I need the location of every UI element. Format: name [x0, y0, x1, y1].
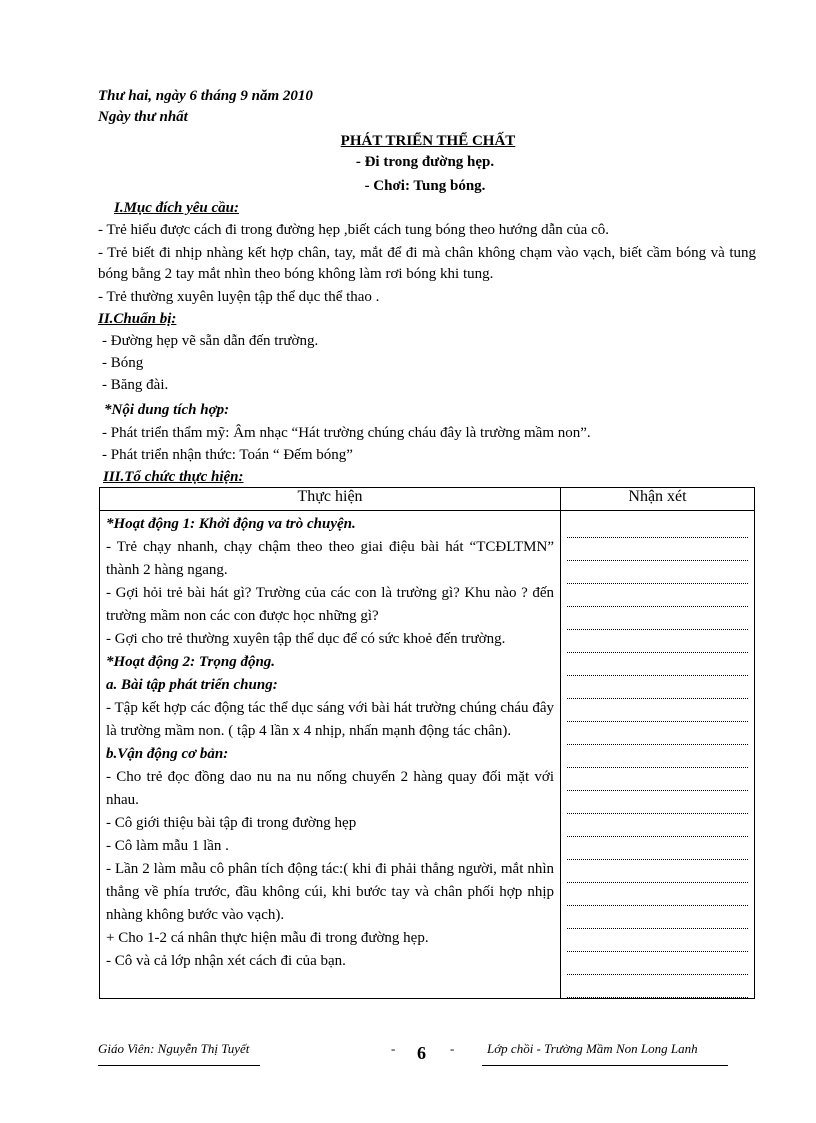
remark-line — [567, 584, 748, 607]
table-row — [100, 511, 755, 999]
activity-step: - Cho trẻ đọc đồng dao nu na nu nống chuyển 2 hàng quay đối mặt với nhau. — [106, 769, 554, 808]
remark-line — [567, 722, 748, 745]
integration-heading: *Nội dung tích hợp: — [104, 402, 230, 418]
objective-item: - Trẻ biết đi nhịp nhàng kết hợp chân, tay, mắt để đi mà chân không chạm vào vạch, biết cầm bóng và tung bóng bằng 2 tay mắt nhìn theo bóng không làm rơi bóng khi tung. — [98, 245, 756, 282]
remark-line — [567, 883, 748, 906]
activity-step: - Tập kết hợp các động tác thể dục sáng với bài hát trường chúng cháu đây là trường mầm non. ( tập 4 lần x 4 nhịp, nhấn mạnh động tác chân). — [106, 700, 554, 739]
remark-line — [567, 929, 748, 952]
column-header-implementation: Thực hiện — [100, 488, 561, 511]
footer-class-school: Lớp chồi - Trường Mầm Non Long Lanh — [487, 1041, 698, 1056]
day-label: Ngày thư nhất — [98, 109, 188, 125]
remark-line — [567, 607, 748, 630]
remark-line — [567, 768, 748, 791]
table-header-row — [100, 488, 755, 511]
remark-line — [567, 952, 748, 975]
remark-line — [567, 975, 748, 998]
column-header-remarks: Nhận xét — [561, 488, 755, 511]
remark-line — [567, 699, 748, 722]
activity-step: *Hoạt động 2: Trọng động. — [106, 654, 276, 670]
activity-step: + Cho 1-2 cá nhân thực hiện mẫu đi trong đường hẹp. — [106, 930, 429, 946]
preparation-list — [102, 331, 752, 396]
footer-teacher: Giáo Viên: Nguyễn Thị Tuyết — [98, 1041, 250, 1056]
objective-item: - Trẻ thường xuyên luyện tập thể dục thể thao . — [98, 289, 380, 305]
remark-line — [567, 561, 748, 584]
remark-line — [567, 745, 748, 768]
activity-step: - Trẻ chạy nhanh, chạy chậm theo theo giai điệu bài hát “TCĐLTMN” thành 2 hàng ngang. — [106, 539, 554, 578]
activity-step: - Cô và cả lớp nhận xét cách đi của bạn. — [106, 953, 346, 969]
activity-step: b.Vận động cơ bản: — [106, 746, 229, 762]
activity-step: - Lần 2 làm mẫu cô phân tích động tác:( khi đi phải thẳng người, mắt nhìn thẳng về phía trước, đầu không cúi, khi bước tay và chân phối hợp nhịp nhàng không bước vào vạch). — [106, 861, 554, 923]
remark-line — [567, 906, 748, 929]
activity-step: - Cô giới thiệu bài tập đi trong đường hẹp — [106, 815, 357, 831]
activity-title-1: - Đi trong đường hẹp. — [355, 154, 495, 170]
remarks-cell — [561, 511, 755, 999]
preparation-item: - Bóng — [102, 355, 144, 371]
integration-list — [102, 423, 752, 466]
footer-rule-right — [482, 1065, 728, 1066]
lesson-date: Thư hai, ngày 6 tháng 9 năm 2010 — [98, 88, 313, 104]
remark-line — [567, 837, 748, 860]
footer-dash-right: - — [450, 1041, 455, 1056]
subject-title: PHÁT TRIỂN THỂ CHẤT — [340, 133, 516, 149]
footer-dash-left: - — [391, 1041, 396, 1056]
remark-line — [567, 538, 748, 561]
activity-step: - Gợi hỏi trẻ bài hát gì? Trường của các con là trường gì? Khu nào ? đến trường mầm non các con được học những gì? — [106, 585, 554, 624]
remark-line — [567, 653, 748, 676]
remark-line — [567, 676, 748, 699]
activity-step: a. Bài tập phát triển chung: — [106, 677, 278, 693]
objectives-list — [98, 220, 756, 308]
integration-item: - Phát triển nhận thức: Toán “ Đếm bóng” — [102, 447, 353, 463]
preparation-item: - Băng đài. — [102, 377, 169, 393]
remark-line — [567, 860, 748, 883]
remark-line — [567, 814, 748, 837]
section-heading-objectives: I.Mục đích yêu cầu: — [114, 200, 239, 216]
remark-line — [567, 791, 748, 814]
objective-item: - Trẻ hiểu được cách đi trong đường hẹp ,biết cách tung bóng theo hướng dẫn của cô. — [98, 222, 609, 238]
activity-title-2: - Chơi: Tung bóng. — [364, 178, 486, 194]
remark-line — [567, 630, 748, 653]
preparation-item: - Đường hẹp vẽ sẵn dẫn đến trường. — [102, 333, 319, 349]
footer-rule-left — [98, 1065, 260, 1066]
activity-steps-cell — [100, 511, 561, 999]
section-heading-preparation: II.Chuẩn bị: — [98, 311, 177, 327]
activity-step: - Gợi cho trẻ thường xuyên tập thể dục để có sức khoẻ đến trường. — [106, 631, 506, 647]
activity-step: *Hoạt động 1: Khởi động va trò chuyện. — [106, 516, 356, 532]
remark-line — [567, 515, 748, 538]
integration-item: - Phát triển thẩm mỹ: Âm nhạc “Hát trường chúng cháu đây là trường mầm non”. — [102, 425, 591, 441]
activity-table — [99, 487, 755, 999]
page-number: 6 — [417, 1043, 426, 1063]
section-heading-organization: III.Tổ chức thực hiện: — [103, 469, 244, 485]
activity-step: - Cô làm mẫu 1 lần . — [106, 838, 229, 854]
